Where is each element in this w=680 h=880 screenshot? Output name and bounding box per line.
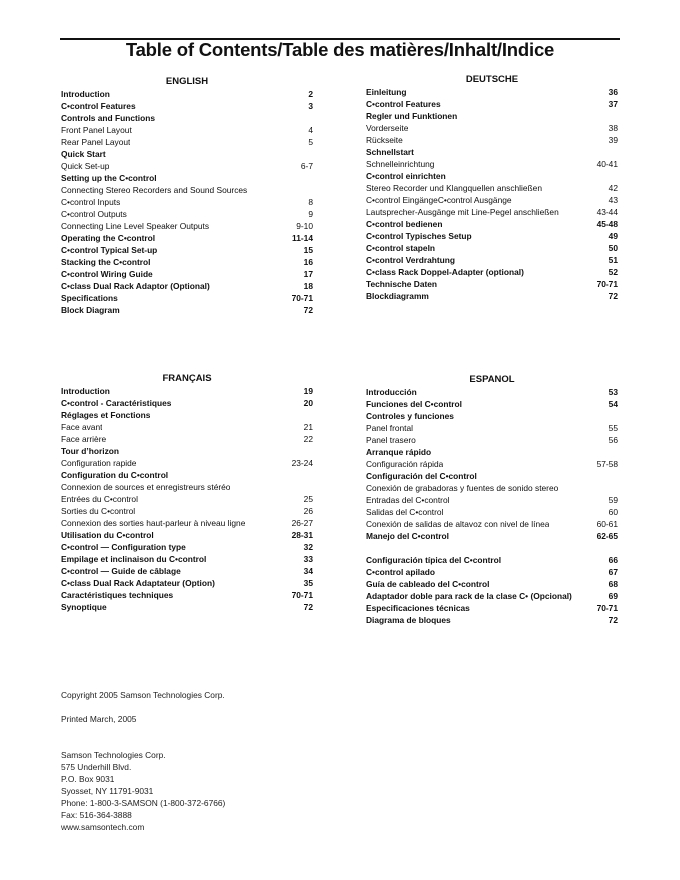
toc-entry[interactable] [61,136,313,148]
toc-entry-label: C•control bedienen [366,219,443,229]
toc-list [366,86,618,302]
toc-entry-label: Operating the C•control [61,233,156,243]
toc-entry-label: Caractéristiques techniques [61,590,174,600]
toc-entry[interactable] [61,304,313,316]
toc-entry-page: 36 [608,87,618,97]
toc-entry-page: 55 [608,423,618,433]
toc-entry-label: Configuración típica del C•control [366,555,502,565]
toc-entry-label: C•class Dual Rack Adaptateur (Option) [61,578,215,588]
toc-entry[interactable] [61,88,313,100]
toc-entry[interactable] [61,160,313,172]
toc-entry-page: 70-71 [596,603,618,613]
toc-entry[interactable] [61,112,313,124]
toc-entry-page: 49 [608,231,618,241]
toc-entry-label: C•control Features [366,99,441,109]
toc-entry-page: 45-48 [596,219,618,229]
toc-entry-page: 70-71 [596,279,618,289]
toc-entry[interactable] [366,590,618,602]
toc-entry-page: 26 [303,506,313,516]
toc-entry[interactable] [61,385,313,397]
toc-entry-label: Face avant [61,422,103,432]
toc-entry[interactable] [366,182,618,194]
toc-entry-label: Face arrière [61,434,107,444]
toc-entry-label: Connexion des sorties haut-parleur à niveau ligne [61,518,246,528]
toc-entry-page: 3 [308,101,313,111]
toc-entry[interactable] [366,578,618,590]
toc-entry-page: 26-27 [291,518,313,528]
toc-entry[interactable] [366,122,618,134]
toc-entry-page: 72 [303,602,313,612]
toc-entry-label: Blockdiagramm [366,291,429,301]
toc-entry-page: 9-10 [296,221,313,231]
toc-entry-label: C•control — Configuration type [61,542,186,552]
toc-entry-page: 56 [608,435,618,445]
toc-entry-page: 42 [608,183,618,193]
toc-list [61,88,313,316]
toc-entry[interactable] [61,244,313,256]
toc-entry[interactable] [61,292,313,304]
toc-entry-label: Introduction [61,89,110,99]
toc-entry-page: 16 [303,257,313,267]
toc-entry-page: 6-7 [300,161,313,171]
toc-entry[interactable] [366,614,618,626]
toc-entry[interactable] [366,110,618,122]
toc-entry[interactable] [366,218,618,230]
page-title: Table of Contents/Table des matières/Inhalt/Indice [125,39,555,60]
toc-entry-label: Block Diagram [61,305,120,315]
toc-entry-page: 43-44 [596,207,618,217]
section-heading: ESPANOL [469,374,515,385]
toc-entry[interactable] [366,170,618,182]
toc-entry-label: Empilage et inclinaison du C•control [61,554,207,564]
toc-entry-page: 15 [303,245,313,255]
toc-entry[interactable] [61,505,313,517]
toc-entry[interactable] [366,230,618,242]
toc-entry-label: Stacking the C•control [61,257,151,267]
toc-entry-label: Schnellstart [366,147,414,157]
toc-entry-label: Connecting Stereo Recorders and Sound Sources [61,185,248,195]
toc-entry-label: Sorties du C•control [61,506,136,516]
toc-entry[interactable] [61,469,313,481]
toc-entry[interactable] [61,184,313,196]
toc-entry[interactable] [61,457,313,469]
toc-entry-label: Adaptador doble para rack de la clase C• (Opcional) [366,591,572,601]
toc-entry-page: 22 [303,434,313,444]
toc-entry[interactable] [61,529,313,541]
toc-entry-page: 57-58 [596,459,618,469]
toc-entry-page: 68 [608,579,618,589]
toc-entry[interactable] [366,458,618,470]
toc-entry[interactable] [366,194,618,206]
toc-entry-label: Einleitung [366,87,407,97]
toc-entry-page: 72 [608,291,618,301]
toc-entry[interactable] [61,172,313,184]
toc-entry[interactable] [366,422,618,434]
toc-entry[interactable] [61,577,313,589]
toc-entry[interactable] [366,242,618,254]
toc-section-english [61,75,313,316]
toc-entry-label: Quick Start [61,149,106,159]
toc-entry[interactable] [366,98,618,110]
toc-entry-label: Réglages et Fonctions [61,410,151,420]
toc-entry[interactable] [61,481,313,493]
toc-entry-label: Utilisation du C•control [61,530,154,540]
toc-entry[interactable] [366,398,618,410]
toc-entry-label: C•control apilado [366,567,436,577]
toc-entry-page: 18 [303,281,313,291]
toc-entry-label: Connecting Line Level Speaker Outputs [61,221,210,231]
toc-entry[interactable] [61,148,313,160]
address-line: P.O. Box 9031 [61,774,115,784]
toc-entry[interactable] [366,146,618,158]
toc-entry-label: Rear Panel Layout [61,137,131,147]
toc-entry-label: C•control EingängeC•control Ausgänge [366,195,512,205]
toc-entry[interactable] [366,254,618,266]
toc-entry[interactable] [366,158,618,170]
toc-entry[interactable] [366,386,618,398]
toc-entry-page: 70-71 [291,590,313,600]
toc-entry[interactable] [61,100,313,112]
toc-entry[interactable] [366,278,618,290]
toc-entry-label: Setting up the C•control [61,173,157,183]
toc-entry-label: Configuration rapide [61,458,137,468]
toc-entry[interactable] [61,445,313,457]
toc-entry-page: 5 [308,137,313,147]
toc-entry-page: 34 [303,566,313,576]
toc-entry[interactable] [366,290,618,302]
toc-entry-page: 11-14 [292,233,313,243]
toc-entry-page: 51 [608,255,618,265]
toc-entry[interactable] [61,220,313,232]
toc-entry-page: 62-65 [596,531,618,541]
toc-entry-label: Controls and Functions [61,113,155,123]
toc-entry[interactable] [366,446,618,458]
toc-entry-page: 43 [608,195,618,205]
toc-entry-label: Schnelleinrichtung [366,159,435,169]
toc-entry-page: 23-24 [291,458,313,468]
toc-entry-label: Conexión de grabadoras y fuentes de sonido stereo [366,483,559,493]
toc-entry-label: Configuración del C•control [366,471,477,481]
toc-entry-page: 8 [308,197,313,207]
toc-entry-label: C•control Outputs [61,209,127,219]
toc-entry-label: Vorderseite [366,123,409,133]
toc-entry[interactable] [61,541,313,553]
phone-line: Phone: 1-800-3-SAMSON (1-800-372-6766) [61,798,226,808]
toc-entry-page: 60 [608,507,618,517]
toc-entry-label: C•control - Caractéristiques [61,398,172,408]
toc-entry-page: 40-41 [596,159,618,169]
toc-entry[interactable] [61,256,313,268]
toc-entry-page: 32 [303,542,313,552]
website-link[interactable]: www.samsontech.com [61,822,145,832]
toc-entry-label: Diagrama de bloques [366,615,451,625]
toc-entry-label: Tour d’horizon [61,446,119,456]
toc-entry-label: C•control stapeln [366,243,436,253]
toc-entry-page: 67 [608,567,618,577]
toc-entry[interactable] [366,206,618,218]
toc-entry-page: 72 [303,305,313,315]
toc-entry[interactable] [61,208,313,220]
address-line: Syosset, NY 11791-9031 [61,786,154,796]
print-date: Printed March, 2005 [61,714,137,724]
toc-entry-page: 35 [303,578,313,588]
toc-entry-label: Conexión de salidas de altavoz con nivel de línea [366,519,550,529]
section-heading: FRANÇAIS [162,373,212,384]
company-address [61,749,225,833]
toc-entry-page: 53 [608,387,618,397]
toc-entry-label: Regler und Funktionen [366,111,458,121]
toc-entry[interactable] [61,268,313,280]
toc-entry-label: Introduction [61,386,110,396]
toc-entry-label: Rückseite [366,135,403,145]
toc-entry[interactable] [61,565,313,577]
toc-entry[interactable] [61,280,313,292]
toc-entry[interactable] [61,433,313,445]
toc-entry[interactable] [366,518,618,530]
toc-entry[interactable] [61,124,313,136]
toc-entry[interactable] [366,554,618,566]
toc-entry-label: C•control Inputs [61,197,121,207]
toc-entry-page: 66 [608,555,618,565]
toc-entry-page: 50 [608,243,618,253]
toc-entry-page: 20 [303,398,313,408]
toc-entry-page: 33 [303,554,313,564]
toc-entry[interactable] [61,196,313,208]
toc-entry-label: Entrées du C•control [61,494,138,504]
toc-entry-page: 72 [608,615,618,625]
toc-entry[interactable] [366,410,618,422]
toc-entry-page: 69 [608,591,618,601]
toc-entry-label: Lautsprecher-Ausgänge mit Line-Pegel anschließen [366,207,559,217]
toc-entry[interactable] [61,517,313,529]
toc-entry-label: C•control Typisches Setup [366,231,472,241]
toc-entry-page: 54 [608,399,618,409]
address-line: 575 Underhill Blvd. [61,762,132,772]
toc-entry[interactable] [61,409,313,421]
toc-entry[interactable] [366,530,618,542]
toc-entry[interactable] [61,589,313,601]
toc-entry[interactable] [61,421,313,433]
toc-entry-label: C•control Typical Set-up [61,245,158,255]
toc-entry-label: Specifications [61,293,118,303]
toc-entry-page: 2 [308,89,313,99]
toc-entry-label: Funciones del C•control [366,399,462,409]
toc-entry-label: C•control einrichten [366,171,446,181]
toc-entry-page: 52 [608,267,618,277]
toc-entry-page: 17 [303,269,313,279]
copyright-notice: Copyright 2005 Samson Technologies Corp. [61,690,225,700]
toc-entry-label: Especificaciones técnicas [366,603,470,613]
toc-entry-label: C•control Wiring Guide [61,269,153,279]
toc-entry-label: Panel trasero [366,435,416,445]
toc-entry-label: Arranque rápido [366,447,432,457]
toc-entry-label: Front Panel Layout [61,125,132,135]
toc-entry-page: 28-31 [291,530,313,540]
toc-entry-label: Guía de cableado del C•control [366,579,490,589]
toc-entry-page: 25 [303,494,313,504]
toc-entry-page: 4 [308,125,313,135]
toc-entry-label: Controles y funciones [366,411,454,421]
toc-entry-label: Configuración rápida [366,459,444,469]
toc-entry-label: C•control Features [61,101,136,111]
toc-entry[interactable] [366,602,618,614]
toc-entry[interactable] [366,86,618,98]
fax-line: Fax: 516-364-3888 [61,810,132,820]
toc-entry-label: Technische Daten [366,279,438,289]
toc-entry-label: Quick Set-up [61,161,110,171]
toc-entry[interactable] [61,493,313,505]
toc-entry[interactable] [61,601,313,613]
toc-entry[interactable] [366,434,618,446]
toc-entry-label: Synoptique [61,602,107,612]
toc-entry-label: C•class Dual Rack Adaptor (Optional) [61,281,210,291]
toc-entry[interactable] [366,134,618,146]
address-line: Samson Technologies Corp. [61,750,166,760]
toc-entry-label: Panel frontal [366,423,414,433]
toc-entry-page: 38 [608,123,618,133]
toc-entry-label: Connexion de sources et enregistreurs stéréo [61,482,231,492]
toc-entry-label: Introducción [366,387,417,397]
toc-entry[interactable] [366,470,618,482]
toc-entry-label: C•control Verdrahtung [366,255,456,265]
toc-entry-label: Salidas del C•control [366,507,444,517]
toc-entry-page: 60-61 [596,519,618,529]
toc-entry-label: Manejo del C•control [366,531,449,541]
toc-entry[interactable] [61,397,313,409]
toc-entry-page: 9 [308,209,313,219]
toc-entry[interactable] [366,494,618,506]
toc-entry-label: Entradas del C•control [366,495,450,505]
toc-section-francais [61,372,313,613]
toc-entry[interactable] [366,506,618,518]
toc-entry-page: 37 [608,99,618,109]
toc-section-deutsche [366,73,618,302]
toc-list [61,385,313,613]
toc-entry[interactable] [366,482,618,494]
section-heading: DEUTSCHE [465,74,519,85]
toc-entry-label: C•control — Guide de câblage [61,566,181,576]
toc-entry[interactable] [61,232,313,244]
toc-entry[interactable] [366,266,618,278]
toc-section-espanol [366,373,618,626]
toc-entry-page: 19 [303,386,313,396]
toc-entry-page: 21 [303,422,313,432]
toc-entry-label: Configuration du C•control [61,470,169,480]
toc-entry-page: 70-71 [291,293,313,303]
toc-entry[interactable] [366,566,618,578]
toc-entry[interactable] [61,553,313,565]
section-heading: ENGLISH [165,76,209,87]
toc-entry-page: 59 [608,495,618,505]
toc-entry-label: Stereo Recorder und Klangquellen anschließen [366,183,542,193]
toc-entry-page: 39 [608,135,618,145]
toc-list [366,386,618,626]
toc-entry-label: C•class Rack Doppel-Adapter (optional) [366,267,524,277]
